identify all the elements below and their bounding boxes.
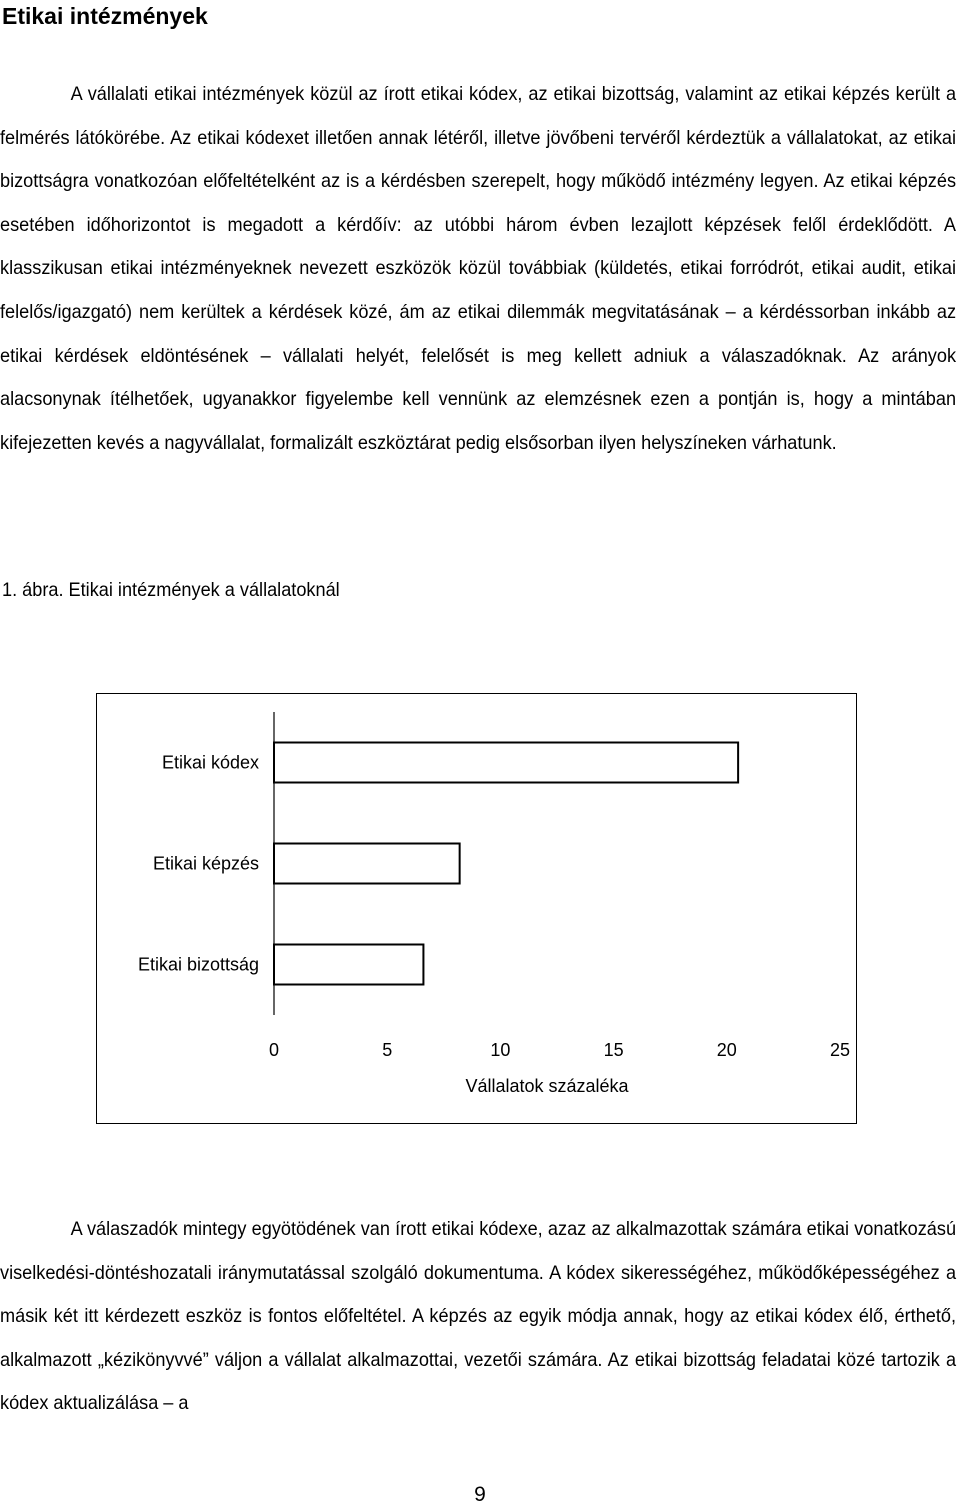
category-label: Etikai képzés bbox=[152, 853, 259, 874]
bar bbox=[274, 945, 423, 985]
bar-chart bbox=[97, 694, 856, 1123]
page-number: 9 bbox=[474, 1483, 486, 1506]
body-paragraph-2: A válaszadók mintegy egyötödének van írott etikai kódexe, azaz az alkalmazottak számára etikai vonatkozású viselkedési-döntéshozatali iránymutatással szolgáló dokumentuma. A kódex sikerességéhez, működőképességéhez a másik két itt kérdezett eszköz is fontos előfeltétel. A képzés az egyik módja annak, hogy az etikai kódex élő, érthető, alkalmazott „kézikönyvvé” váljon a vállalat alkalmazottai, vezetői számára. Az etikai bizottság feladatai közé tartozik a kódex aktualizálása – a bbox=[0, 1218, 957, 1415]
body-paragraph-1: A vállalati etikai intézmények közül az írott etikai kódex, az etikai bizottság, valamint az etikai képzés került a felmérés látókörébe. Az etikai kódexet illetően annak létéről, illetve jövőbeni tervéről kérdeztük a vállalatokat, az etikai bizottságra vonatkozóan előfeltételként az is a kérdésben szerepelt, hogy működő intézmény legyen. Az etikai képzés esetében időhorizontot is megadott a kérdőív: az utóbbi három évben lezajlott képzések felől érdeklődött. A klasszikusan etikai intézményeknek nevezett eszközök közül továbbiak (küldetés, etikai forródrót, etikai audit, etikai felelős/igazgató) nem kerültek a kérdések közé, ám az etikai dilemmák megvitatásának – a kérdéssorban inkább az etikai kérdések eldöntésének – vállalati helyét, felelősét is meg kellett adniuk a válaszadóknak. Az arányok alacsonynak ítélhetőek, ugyanakkor figyelembe kell vennünk az elemzésnek ezen a pontján is, hogy a mintában kifejezetten kevés a nagyvállalat, formalizált eszköztárat pedig elsősorban ilyen helyszíneken várhatunk. bbox=[0, 83, 957, 454]
x-tick-label: 10 bbox=[490, 1040, 511, 1060]
category-label: Etikai kódex bbox=[161, 752, 259, 773]
bar-chart-frame bbox=[96, 693, 857, 1124]
x-tick-label: 25 bbox=[829, 1040, 851, 1060]
figure-caption: 1. ábra. Etikai intézmények a vállalatoknál bbox=[2, 579, 340, 601]
x-tick-label: 20 bbox=[716, 1040, 737, 1060]
category-label: Etikai bizottság bbox=[137, 954, 259, 975]
bar bbox=[274, 743, 738, 783]
x-tick-label: 0 bbox=[268, 1040, 280, 1060]
section-heading: Etikai intézmények bbox=[2, 3, 208, 29]
x-tick-label: 15 bbox=[603, 1040, 624, 1060]
x-tick-label: 5 bbox=[382, 1040, 393, 1060]
bar bbox=[274, 844, 460, 884]
x-axis-title: Vállalatok százaléka bbox=[465, 1076, 629, 1096]
